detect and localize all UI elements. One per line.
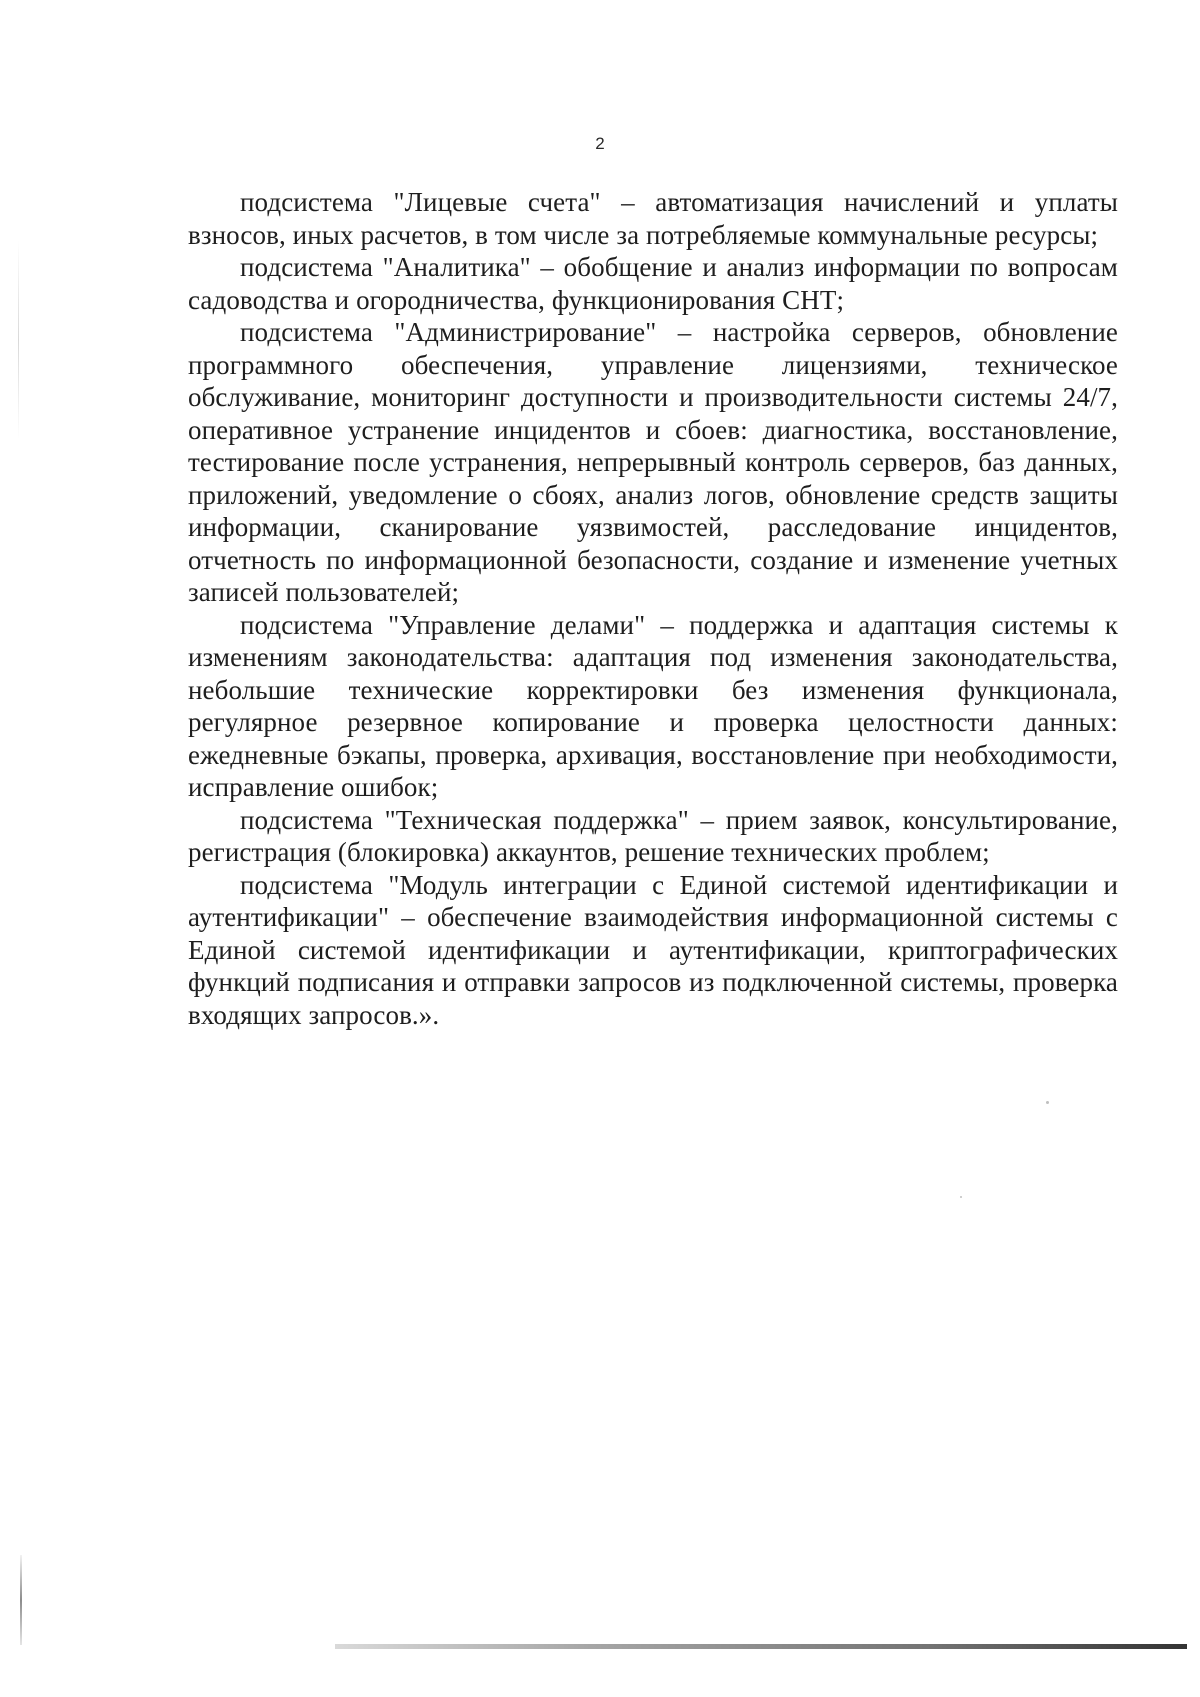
scan-speck	[1046, 1101, 1049, 1104]
scan-edge-artifact	[20, 1555, 22, 1645]
scan-edge-artifact	[18, 240, 19, 440]
paragraph-administration: подсистема "Администрирование" – настройка серверов, обновление программного обеспечения, управление лицензиями, техническое обслуживание, мониторинг доступности и производительности системы 24/7, оперативное устранение инцидентов и сбоев: диагностика, восстановление, тестирование после устранения, непрерывный контроль серверов, баз данных, приложений, уведомление о сбоях, анализ логов, обновление средств защиты информации, сканирование уязвимостей, расследование инцидентов, отчетность по информационной безопасности, создание и изменение учетных записей пользователей;	[188, 317, 1118, 607]
scan-bottom-line-artifact	[335, 1644, 1187, 1649]
paragraph-analytics: подсистема "Аналитика" – обобщение и анализ информации по вопросам садоводства и огородничества, функционирования СНТ;	[188, 252, 1118, 315]
paragraph-esia-integration: подсистема "Модуль интеграции с Единой системой идентификации и аутентификации" – обеспечение взаимодействия информационной системы с Единой системой идентификации и аутентификации, криптографических функций подписания и отправки запросов из подключенной системы, проверка входящих запросов.».	[188, 869, 1118, 1030]
document-body	[188, 186, 1118, 1031]
paragraph-case-management: подсистема "Управление делами" – поддержка и адаптация системы к изменениям законодательства: адаптация под изменения законодательства, небольшие технические корректировки без изменения функционала, регулярное резервное копирование и проверка целостности данных: ежедневные бэкапы, проверка, архивация, восстановление при необходимости, исправление ошибок;	[188, 609, 1118, 802]
scan-speck	[960, 1196, 962, 1198]
paragraph-technical-support: подсистема "Техническая поддержка" – прием заявок, консультирование, регистрация (блокировка) аккаунтов, решение технических проблем;	[188, 804, 1118, 867]
page-number: 2	[595, 134, 605, 153]
paragraph-personal-accounts: подсистема "Лицевые счета" – автоматизация начислений и уплаты взносов, иных расчетов, в том числе за потребляемые коммунальные ресурсы;	[188, 187, 1118, 250]
